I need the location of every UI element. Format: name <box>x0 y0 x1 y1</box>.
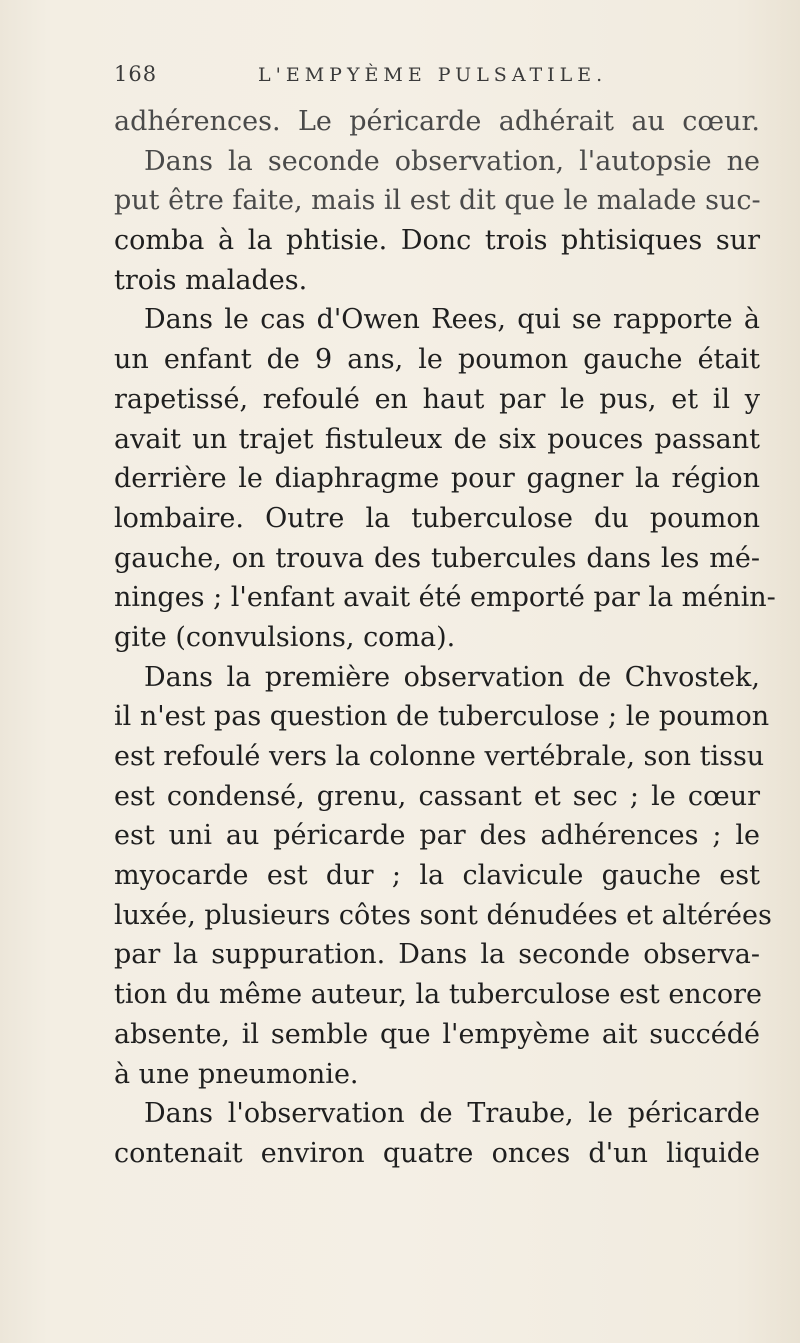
text-line: adhérences. Le péricarde adhérait au cœur. <box>114 106 760 137</box>
text-line: luxée, plusieurs côtes sont dénudées et altérées <box>114 899 772 931</box>
text-line: put être faite, mais il est dit que le malade suc- <box>114 185 761 217</box>
body-text <box>114 102 776 1174</box>
text-line: il n'est pas question de tuberculose ; le poumon <box>114 701 770 733</box>
text-line: est uni au péricarde par des adhérences ; le <box>114 820 760 852</box>
text-line: Dans le cas d'Owen Rees, qui se rapporte à <box>144 304 760 336</box>
text-line: gauche, on trouva des tubercules dans les mé- <box>114 542 760 574</box>
text-line: un enfant de 9 ans, le poumon gauche était <box>114 344 760 376</box>
text-line: comba à la phtisie. Donc trois phtisiques sur <box>114 225 760 257</box>
text-line: Dans l'observation de Traube, le péricarde <box>144 1098 760 1130</box>
running-title: L'EMPYÈME PULSATILE. <box>258 64 608 86</box>
text-line: à une pneumonie. <box>114 1058 359 1090</box>
text-line: lombaire. Outre la tuberculose du poumon <box>114 502 760 534</box>
text-line: trois malades. <box>114 264 308 296</box>
text-line: myocarde est dur ; la clavicule gauche est <box>114 860 760 892</box>
text-line: derrière le diaphragme pour gagner la région <box>114 463 760 495</box>
text-line: absente, il semble que l'empyème ait succédé <box>114 1018 760 1050</box>
text-line: Dans la première observation de Chvostek, <box>144 661 760 693</box>
page-header <box>108 62 708 94</box>
text-line: Dans la seconde observation, l'autopsie ne <box>144 145 760 177</box>
text-line: par la suppuration. Dans la seconde observa- <box>114 939 760 971</box>
text-line: ninges ; l'enfant avait été emporté par la ménin- <box>114 582 776 614</box>
page-number: 168 <box>114 62 158 86</box>
text-line: contenait environ quatre onces d'un liquide <box>114 1137 760 1169</box>
text-line: avait un trajet fistuleux de six pouces passant <box>114 423 760 455</box>
text-line: tion du même auteur, la tuberculose est encore <box>114 979 762 1011</box>
text-line: rapetissé, refoulé en haut par le pus, et il y <box>114 383 760 415</box>
text-line: gite (convulsions, coma). <box>114 621 456 653</box>
text-line: est condensé, grenu, cassant et sec ; le cœur <box>114 780 760 812</box>
text-line: est refoulé vers la colonne vertébrale, son tissu <box>114 741 765 772</box>
